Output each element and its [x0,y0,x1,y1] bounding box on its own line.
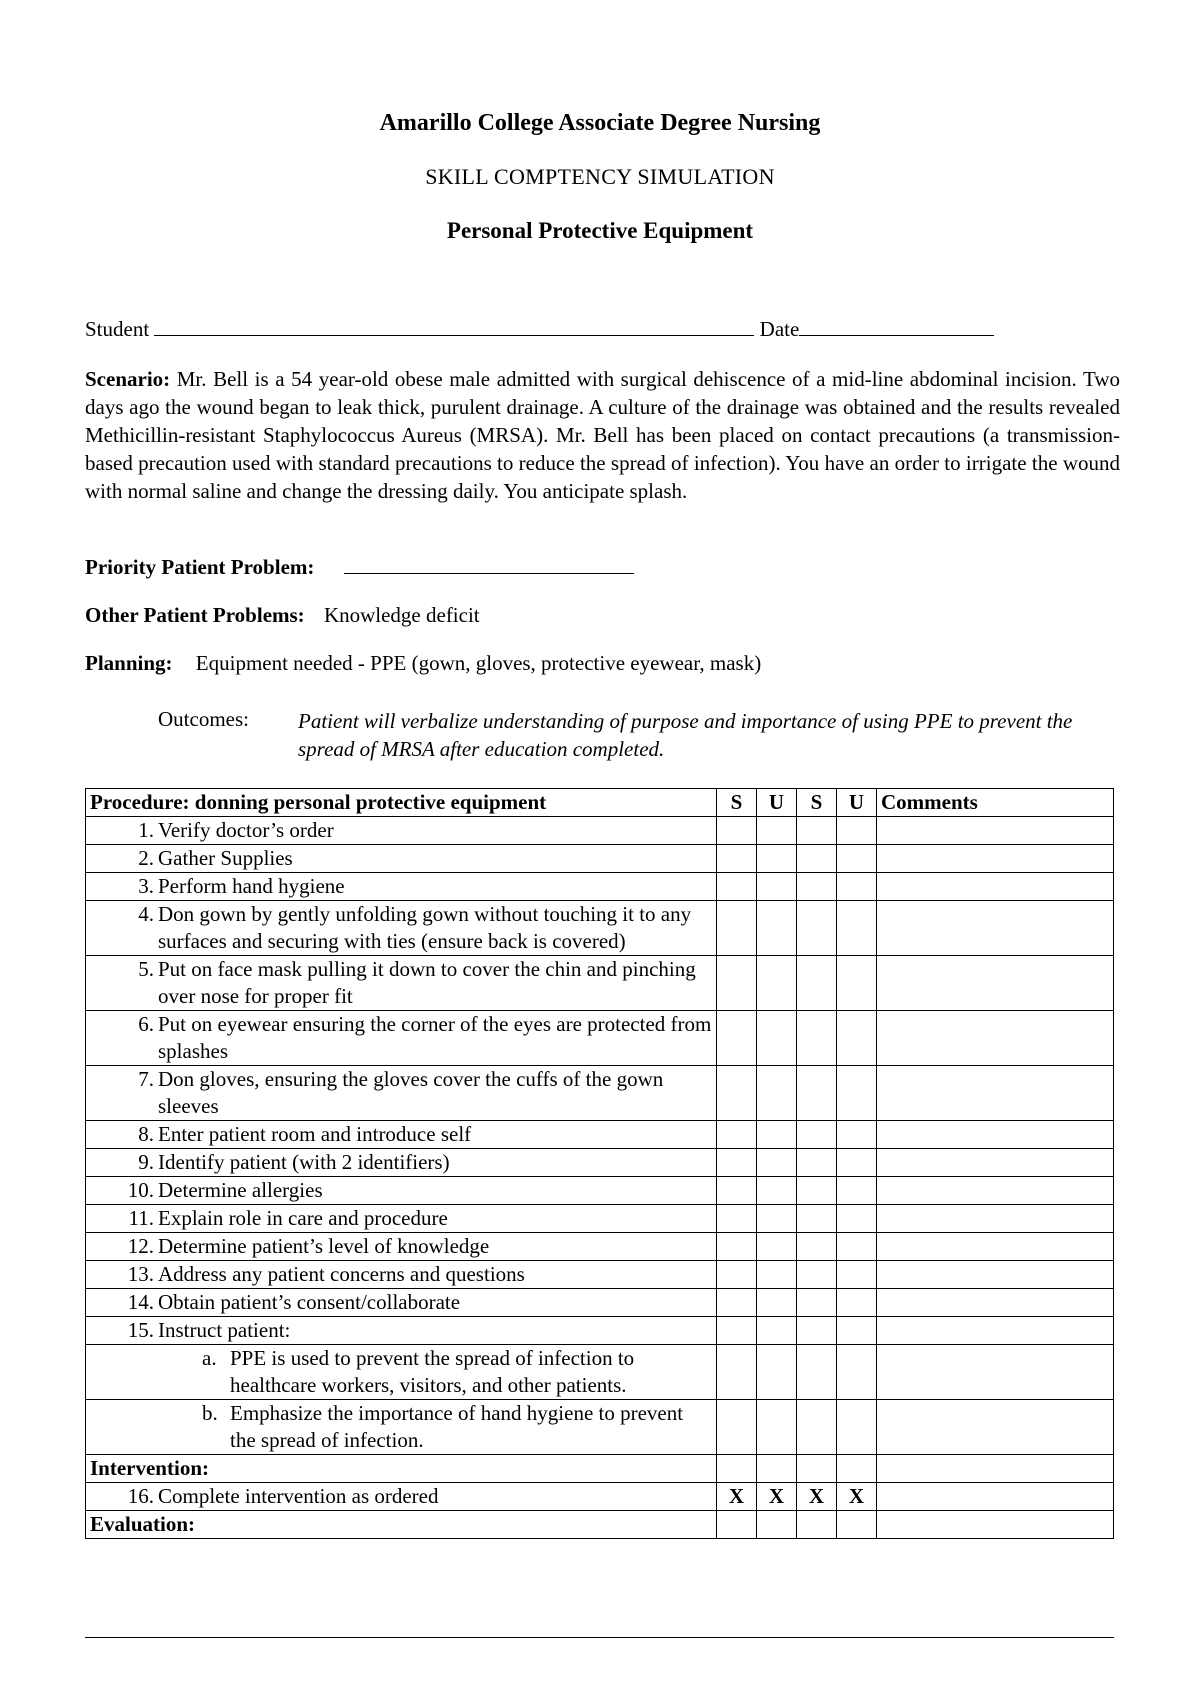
outcomes-label: Outcomes: [158,707,249,731]
s-cell[interactable] [797,1233,837,1261]
other-problems-row [85,603,480,628]
item-number: 13. [127,1262,154,1286]
s-cell[interactable] [717,1121,757,1149]
s-cell[interactable] [717,1066,757,1121]
comments-header: Comments [877,789,1114,817]
table-row [86,817,1114,845]
procedure-step-cell [86,1317,717,1345]
table-row [86,1400,1114,1455]
s-cell[interactable] [797,1011,837,1066]
procedure-step-cell [86,1177,717,1205]
u-cell[interactable] [757,901,797,956]
comments-cell[interactable] [877,1455,1114,1483]
comments-cell[interactable] [877,817,1114,845]
table-row [86,901,1114,956]
planning-row [85,651,761,676]
u-cell[interactable] [837,1289,877,1317]
comments-cell[interactable] [877,1205,1114,1233]
intervention-section-row [86,1455,1114,1483]
u-cell[interactable] [757,1317,797,1345]
document-title: Amarillo College Associate Degree Nursing [379,110,821,136]
priority-problem-row [85,555,634,580]
s-cell[interactable] [797,1121,837,1149]
s-cell[interactable] [717,1011,757,1066]
u-cell[interactable] [757,1455,797,1483]
item-text: Explain role in care and procedure [158,1206,448,1230]
s-cell[interactable] [797,1261,837,1289]
s-cell[interactable] [797,873,837,901]
u-cell[interactable] [837,817,877,845]
table-row [86,1483,1114,1511]
table-row [86,1177,1114,1205]
item-text: Instruct patient: [158,1318,291,1342]
procedure-step-cell [86,1121,717,1149]
table-row [86,1317,1114,1345]
other-problems-value: Knowledge deficit [323,603,480,627]
procedure-step-cell [86,1205,717,1233]
table-row [86,1233,1114,1261]
student-label: Student [85,317,150,341]
u-cell[interactable] [757,1261,797,1289]
document-subtitle: SKILL COMPTENCY SIMULATION [425,164,775,189]
s-cell[interactable] [797,1511,837,1539]
s-cell[interactable] [717,1233,757,1261]
table-row [86,1345,1114,1400]
u-cell[interactable] [757,1345,797,1400]
other-problems-label: Other Patient Problems: [85,603,305,627]
s-cell[interactable] [717,1345,757,1400]
s-cell[interactable] [797,1066,837,1121]
item-number: 4. [138,902,154,926]
u-cell[interactable] [837,1149,877,1177]
u-cell[interactable] [757,1066,797,1121]
table-row [86,1011,1114,1066]
s-cell[interactable] [717,1317,757,1345]
item-number: 11. [128,1206,154,1230]
intervention-label: Intervention: [86,1455,717,1483]
procedure-step-cell [86,817,717,845]
procedure-step-cell [86,1233,717,1261]
item-text: Address any patient concerns and questions [158,1262,525,1286]
procedure-step-cell [86,1289,717,1317]
u-cell[interactable] [757,1511,797,1539]
s-cell[interactable] [797,901,837,956]
evaluation-label: Evaluation: [86,1511,717,1539]
table-row [86,956,1114,1011]
comments-cell[interactable] [877,1177,1114,1205]
u-cell[interactable] [837,845,877,873]
s-cell[interactable] [717,1149,757,1177]
comments-cell[interactable] [877,1483,1114,1511]
u-cell[interactable] [837,1121,877,1149]
s-cell[interactable] [717,873,757,901]
priority-label: Priority Patient Problem: [85,555,315,579]
procedure-step-cell [86,1261,717,1289]
procedure-step-cell [86,901,717,956]
u-cell[interactable] [837,1177,877,1205]
scenario-text: Mr. Bell is a 54 year-old obese male admitted with surgical dehiscence of a mid-line abdominal incision. Two days ago the wound began to leak thick, purulent drainage. A culture of the drainage was obtained and the results revealed Methicillin-resistant Staphylococcus Aureus (MRSA). Mr. Bell has been placed on contact precautions (a transmission-based precaution used with standard precautions to reduce the spread of infection). You have an order to irrigate the wound with normal saline and change the dressing daily. You anticipate splash. [85,367,1120,503]
item-number: 7. [138,1067,154,1091]
item-number: 16. [127,1484,154,1508]
s-cell[interactable] [797,1149,837,1177]
x-mark: X [837,1483,877,1511]
comments-cell[interactable] [877,845,1114,873]
u-cell[interactable] [757,1233,797,1261]
u-cell[interactable] [757,1011,797,1066]
u-cell[interactable] [837,873,877,901]
u-cell[interactable] [837,1345,877,1400]
comments-cell[interactable] [877,1149,1114,1177]
item-number: 1. [138,818,154,842]
item-text: Determine allergies [158,1178,323,1202]
item-text: Gather Supplies [158,846,293,870]
planning-value: Equipment needed - PPE (gown, gloves, protective eyewear, mask) [195,651,762,675]
u-cell[interactable] [757,1177,797,1205]
s-cell[interactable] [797,1177,837,1205]
u-cell[interactable] [837,1317,877,1345]
procedure-step-cell [86,1011,717,1066]
s-cell[interactable] [717,956,757,1011]
item-number: 3. [138,874,154,898]
s-cell[interactable] [797,1317,837,1345]
x-mark: X [717,1483,757,1511]
item-text: Enter patient room and introduce self [158,1122,472,1146]
item-number: 10. [127,1178,154,1202]
item-number: 14. [127,1290,154,1314]
s-cell[interactable] [797,1455,837,1483]
comments-cell[interactable] [877,1261,1114,1289]
u-cell[interactable] [837,956,877,1011]
s-cell[interactable] [717,1177,757,1205]
u-cell[interactable] [757,1149,797,1177]
subitem-text: Emphasize the importance of hand hygiene to prevent the spread of infection. [230,1401,684,1452]
item-text: Verify doctor’s order [158,818,334,842]
s-header-2: S [797,789,837,817]
u-cell[interactable] [837,1011,877,1066]
s-cell[interactable] [717,1455,757,1483]
item-number: 5. [138,957,154,981]
comments-cell[interactable] [877,1345,1114,1400]
comments-cell[interactable] [877,1233,1114,1261]
planning-label: Planning: [85,651,173,675]
s-cell[interactable] [717,1261,757,1289]
intervention-item-cell [86,1483,717,1511]
item-number: 8. [138,1122,154,1146]
s-cell[interactable] [797,956,837,1011]
item-text: Complete intervention as ordered [158,1484,439,1508]
student-blank[interactable] [154,317,754,336]
x-mark: X [757,1483,797,1511]
item-number: 9. [138,1150,154,1174]
procedure-substep-cell [86,1345,717,1400]
bottom-divider [85,1637,1114,1638]
u-cell[interactable] [757,873,797,901]
s-cell[interactable] [717,1289,757,1317]
s-cell[interactable] [717,817,757,845]
procedure-step-cell [86,1066,717,1121]
priority-blank[interactable] [344,555,634,574]
u-cell[interactable] [837,901,877,956]
u-cell[interactable] [757,1289,797,1317]
u-cell[interactable] [837,1455,877,1483]
u-header-2: U [837,789,877,817]
item-text: Put on eyewear ensuring the corner of the eyes are protected from splashes [158,1012,712,1063]
u-cell[interactable] [757,1121,797,1149]
subitem-letter: a. [202,1346,217,1370]
item-text: Put on face mask pulling it down to cover the chin and pinching over nose for proper fit [158,957,696,1008]
procedure-substep-cell [86,1400,717,1455]
comments-cell[interactable] [877,1317,1114,1345]
item-number: 15. [127,1318,154,1342]
procedure-step-cell [86,956,717,1011]
comments-cell[interactable] [877,901,1114,956]
comments-cell[interactable] [877,873,1114,901]
u-cell[interactable] [757,1400,797,1455]
s-cell[interactable] [717,1205,757,1233]
comments-cell[interactable] [877,956,1114,1011]
u-cell[interactable] [757,1205,797,1233]
item-number: 2. [138,846,154,870]
u-cell[interactable] [837,1261,877,1289]
procedure-step-cell [86,1149,717,1177]
s-cell[interactable] [797,1205,837,1233]
scenario-label: Scenario: [85,367,171,391]
subitem-text: PPE is used to prevent the spread of infection to healthcare workers, visitors, and other patients. [230,1346,635,1397]
date-blank[interactable] [799,317,994,336]
u-cell[interactable] [757,956,797,1011]
table-row [86,1205,1114,1233]
item-text: Determine patient’s level of knowledge [158,1234,490,1258]
item-text: Perform hand hygiene [158,874,345,898]
comments-cell[interactable] [877,1121,1114,1149]
evaluation-section-row [86,1511,1114,1539]
student-date-line [85,317,1035,342]
procedure-table [85,788,1114,1539]
comments-cell[interactable] [877,1066,1114,1121]
subitem-letter: b. [202,1401,218,1425]
table-row [86,1261,1114,1289]
u-cell[interactable] [757,817,797,845]
table-row [86,1149,1114,1177]
table-row [86,1121,1114,1149]
comments-cell[interactable] [877,1511,1114,1539]
document-topic: Personal Protective Equipment [446,218,754,243]
x-mark: X [797,1483,837,1511]
item-text: Identify patient (with 2 identifiers) [158,1150,450,1174]
comments-cell[interactable] [877,1400,1114,1455]
s-cell[interactable] [797,1400,837,1455]
outcomes-text: Patient will verbalize understanding of purpose and importance of using PPE to prevent the spread of MRSA after education completed. [298,709,1073,761]
procedure-items [86,817,1114,1455]
table-row [86,1066,1114,1121]
u-cell[interactable] [837,1511,877,1539]
procedure-step-cell [86,873,717,901]
item-text: Obtain patient’s consent/collaborate [158,1290,461,1314]
procedure-step-cell [86,845,717,873]
s-cell[interactable] [797,845,837,873]
s-cell[interactable] [797,1289,837,1317]
s-cell[interactable] [797,1345,837,1400]
u-cell[interactable] [837,1233,877,1261]
item-text: Don gown by gently unfolding gown without touching it to any surfaces and securing with ties (ensure back is covered) [158,902,692,953]
item-number: 6. [138,1012,154,1036]
procedure-header: Procedure: donning personal protective equipment [86,789,717,817]
table-row [86,873,1114,901]
s-cell[interactable] [717,901,757,956]
date-label: Date [759,317,800,341]
scenario-paragraph [85,365,1120,505]
u-cell[interactable] [837,1400,877,1455]
u-cell[interactable] [837,1205,877,1233]
table-row [86,845,1114,873]
u-header-1: U [757,789,797,817]
s-cell[interactable] [797,817,837,845]
table-header-row [86,789,1114,817]
s-header-1: S [717,789,757,817]
s-cell[interactable] [717,845,757,873]
item-number: 12. [127,1234,154,1258]
s-cell[interactable] [717,1511,757,1539]
table-row [86,1289,1114,1317]
u-cell[interactable] [757,845,797,873]
comments-cell[interactable] [877,1011,1114,1066]
u-cell[interactable] [837,1066,877,1121]
s-cell[interactable] [717,1400,757,1455]
comments-cell[interactable] [877,1289,1114,1317]
item-text: Don gloves, ensuring the gloves cover the cuffs of the gown sleeves [158,1067,664,1118]
